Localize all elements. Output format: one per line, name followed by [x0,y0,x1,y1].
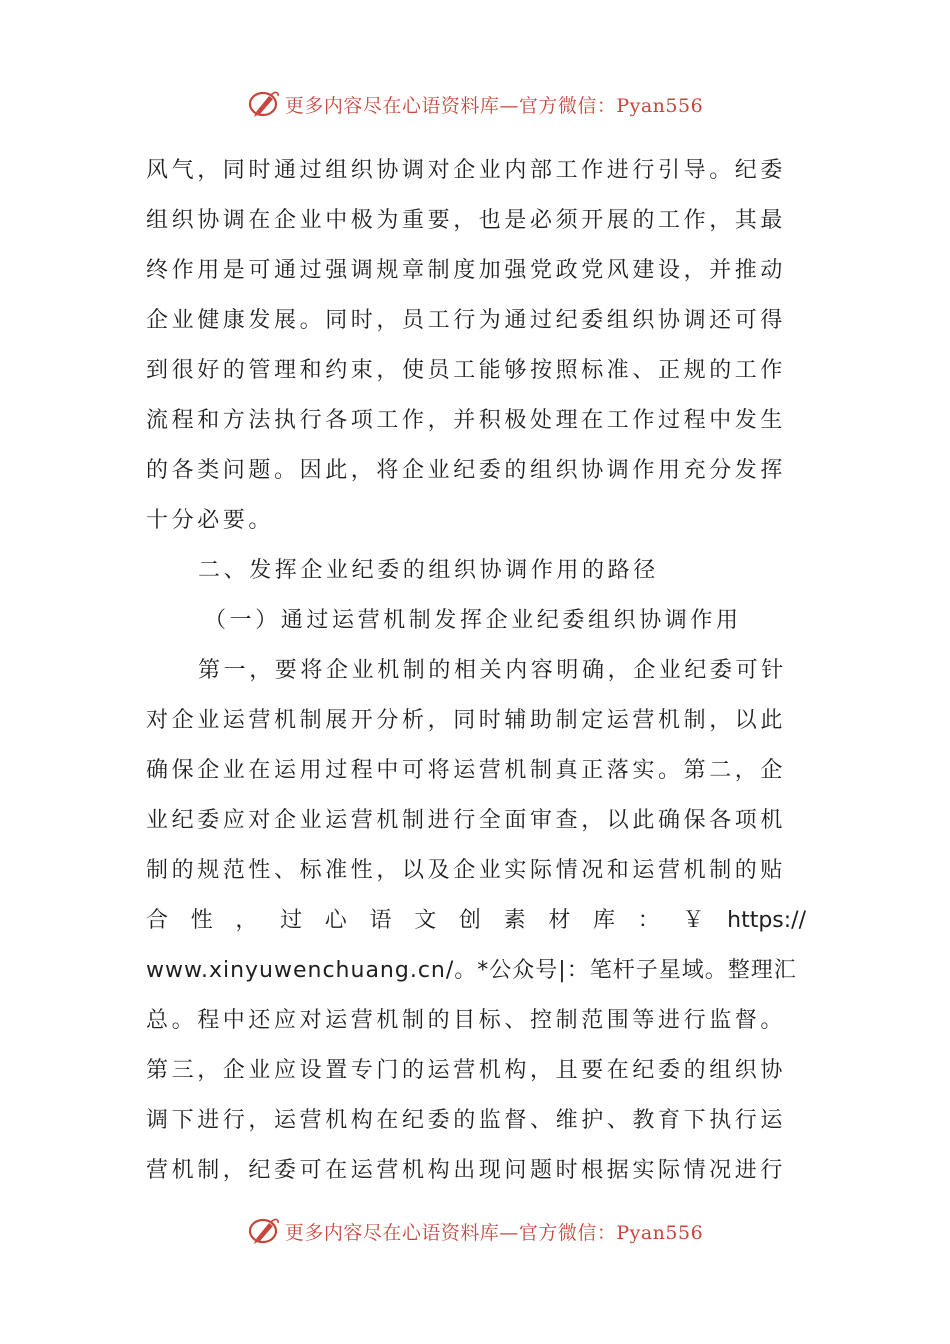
text-line: 十分必要。 [146,508,275,533]
pen-nib-logo-icon [247,87,281,121]
text-line: 营机制，纪委可在运营机构出现问题时根据实际情况进行 [146,1158,787,1183]
text-line: 的各类问题。因此，将企业纪委的组织协调作用充分发挥 [146,458,787,483]
subsection-heading: （一）通过运营机制发挥企业纪委组织协调作用 [204,608,742,633]
watermark-text: 更多内容尽在心语资料库—官方微信：Pyan556 [284,94,704,117]
footer-watermark [0,1211,950,1251]
text-line-inserted-ad: 合 性 ， 过 心 语 文 创 素 材 库 ： ￥ https:// [146,908,806,933]
text-line: 调下进行，运营机构在纪委的监督、维护、教育下执行运 [146,1108,787,1133]
text-line: 第三，企业应设置专门的运营机构，且要在纪委的组织协 [146,1058,787,1083]
text-line: 业纪委应对企业运营机制进行全面审查，以此确保各项机 [146,808,787,833]
header-watermark [0,84,950,124]
section-heading: 二、发挥企业纪委的组织协调作用的路径 [198,558,659,583]
pen-nib-logo-icon [247,1214,281,1248]
text-line: 终作用是可通过强调规章制度加强党政党风建设，并推动 [146,258,787,283]
watermark-text: 更多内容尽在心语资料库—官方微信：Pyan556 [284,1221,704,1244]
text-line: 企业健康发展。同时，员工行为通过纪委组织协调还可得 [146,308,787,333]
text-line-url: www.xinyuwenchuang.cn/。*公众号|：笔杆子星域。整理汇 [146,958,797,983]
text-line: 组织协调在企业中极为重要，也是必须开展的工作，其最 [146,208,787,233]
text-line: 制的规范性、标准性，以及企业实际情况和运营机制的贴 [146,858,787,883]
text-line: 第一，要将企业机制的相关内容明确，企业纪委可针 [198,658,787,683]
text-line: 到很好的管理和约束，使员工能够按照标准、正规的工作 [146,358,787,383]
text-line: 风气，同时通过组织协调对企业内部工作进行引导。纪委 [146,158,787,183]
text-line: 流程和方法执行各项工作，并积极处理在工作过程中发生 [146,408,787,433]
text-line: 确保企业在运用过程中可将运营机制真正落实。第二，企 [146,758,787,783]
document-body [146,146,806,1196]
text-line: 总。程中还应对运营机制的目标、控制范围等进行监督。 [146,1008,787,1033]
text-line: 对企业运营机制展开分析，同时辅助制定运营机制，以此 [146,708,787,733]
